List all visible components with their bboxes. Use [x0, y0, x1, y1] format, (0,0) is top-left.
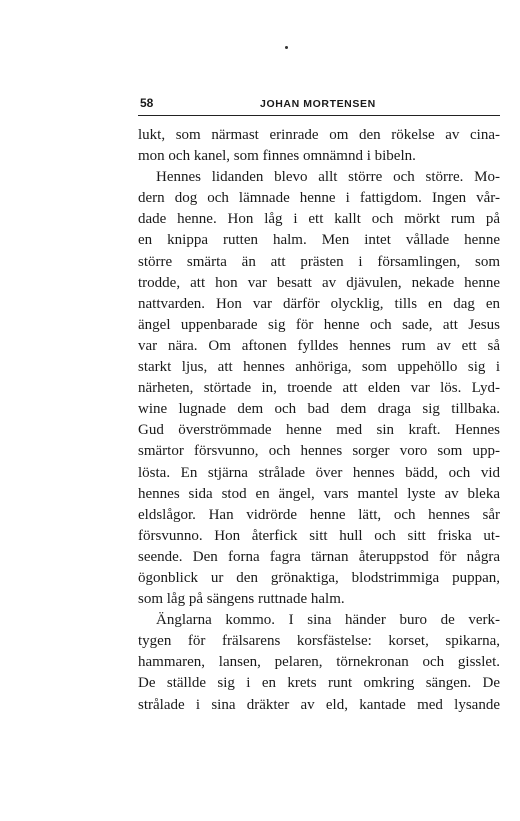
text-line: en knippa rutten halm. Men intet vållade henne [138, 232, 500, 249]
print-speck [285, 46, 288, 49]
text-line: De ställde sig i en krets runt omkring sängen. De [138, 675, 500, 692]
text-line: större smärta än att prästen i församlingen, som [138, 253, 500, 270]
text-line: nattvarden. Hon var därför olycklig, tills en dag en [138, 295, 500, 312]
text-line: mon och kanel, som finnes omnämnd i bibeln. [138, 148, 416, 165]
text-line: lösta. En stjärna strålade över hennes bädd, och vid [138, 464, 500, 481]
text-line: tygen för frälsarens korsfästelse: korset, spikarna, [138, 633, 500, 650]
body-text [138, 125, 500, 716]
header-rule [138, 115, 500, 116]
text-line: Änglarna kommo. I sina händer buro de verk- [156, 612, 500, 629]
page-header [138, 96, 500, 112]
text-line: Gud överströmmade henne med sin kraft. Hennes [138, 422, 500, 439]
text-line: som låg på sängens ruttnade halm. [138, 591, 345, 608]
text-line: wine lugnade dem och bad dem draga sig tillbaka. [138, 401, 500, 418]
text-line: trodde, att hon var besatt av djävulen, nekade henne [138, 274, 500, 291]
text-line: dern dog och lämnade henne i fattigdom. Ingen vår- [138, 190, 500, 207]
text-line: eldslågor. Han vidrörde henne lätt, och hennes sår [138, 506, 500, 523]
text-line: lukt, som närmast erinrade om den rökelse av cina- [138, 127, 500, 143]
text-line: var nära. Om aftonen fylldes hennes rum av ett så [138, 337, 500, 354]
text-line: Hennes lidanden blevo allt större och större. Mo- [156, 169, 500, 186]
text-line: försvunno. Hon återfick sitt hull och sitt friska ut- [138, 527, 500, 544]
text-line: hennes sida stod en ängel, vars mantel lyste av bleka [138, 485, 500, 502]
text-line: hammaren, lansen, pelaren, törnekronan och gisslet. [138, 654, 500, 671]
page-number: 58 [140, 96, 154, 110]
text-line: smärtor försvunno, och hennes sorger voro som upp- [138, 443, 500, 460]
text-line: närheten, störtade in, troende att elden var lös. Lyd- [138, 380, 500, 397]
text-line: seende. Den forna fagra tärnan återuppstod för några [138, 548, 500, 565]
text-line: ängel uppenbarade sig för henne och sade, att Jesus [138, 316, 500, 333]
text-line: ögonblick ur den grönaktiga, blodstrimmiga puppan, [138, 569, 500, 586]
text-line: starkt ljus, att hennes anhöriga, som uppehöllo sig i [138, 359, 500, 376]
text-line: strålade i sina dräkter av eld, kantade med lysande [138, 696, 500, 713]
running-head: JOHAN MORTENSEN [260, 98, 376, 110]
text-line: dade henne. Hon låg i ett kallt och mörkt rum på [138, 211, 500, 228]
